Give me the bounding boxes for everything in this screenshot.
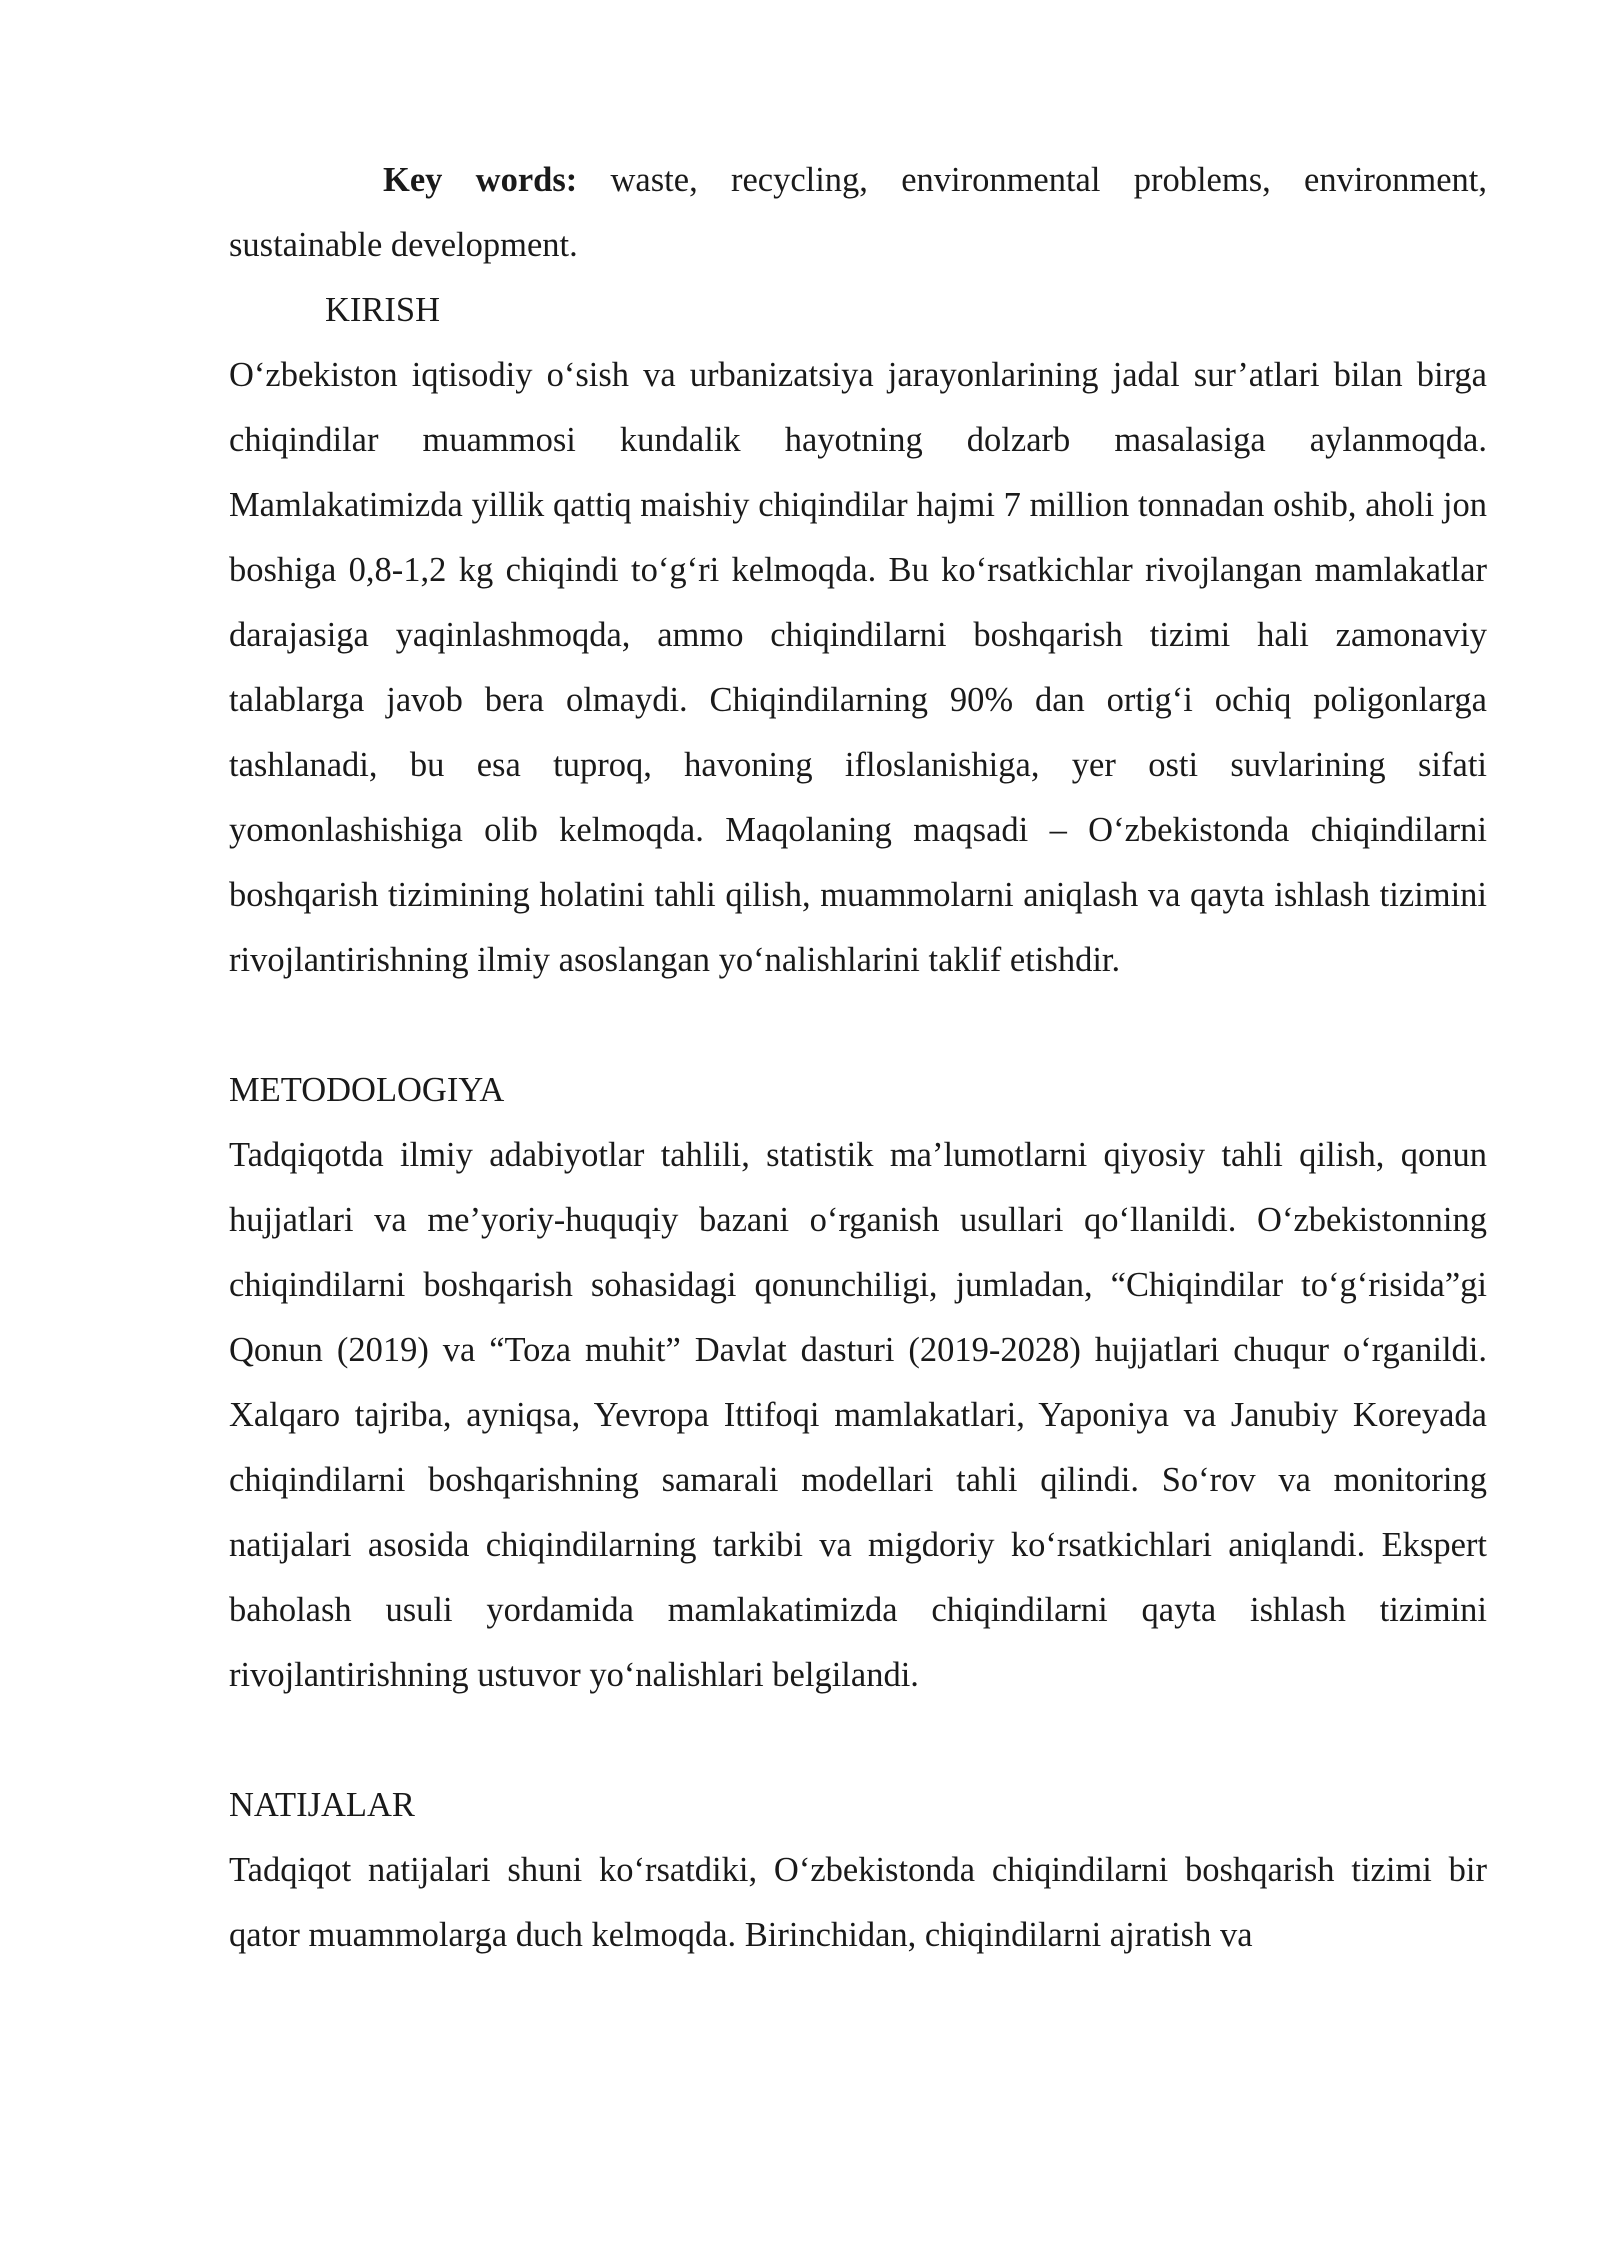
section-spacer <box>229 1708 1487 1773</box>
section-body-metodologiya: Tadqiqotda ilmiy adabiyotlar tahlili, statistik ma’lumotlarni qiyosiy tahli qilish, qonun hujjatlari va me’yoriy-huquqiy bazani o‘rganish usullari qo‘llanildi. O‘zbekistonning chiqindilarni boshqarish sohasidagi qonunchiligi, jumladan, “Chiqindilar to‘g‘risida”gi Qonun (2019) va “Toza muhit” Davlat dasturi (2019-2028) hujjatlari chuqur o‘rganildi. Xalqaro tajriba, ayniqsa, Yevropa Ittifoqi mamlakatlari, Yaponiya va Janubiy Koreyada chiqindilarni boshqarishning samarali modellari tahli qilindi. So‘rov va monitoring natijalari asosida chiqindilarning tarkibi va migdoriy ko‘rsatkichlari aniqlandi. Ekspert baholash usuli yordamida mamlakatimizda chiqindilarni qayta ishlash tizimini rivojlantirishning ustuvor yo‘nalishlari belgilandi. <box>229 1136 1487 1694</box>
section-body-kirish: O‘zbekiston iqtisodiy o‘sish va urbanizatsiya jarayonlarining jadal sur’atlari bilan birga chiqindilar muammosi kundalik hayotning dolzarb masalasiga aylanmoqda. Mamlakatimizda yillik qattiq maishiy chiqindilar hajmi 7 million tonnadan oshib, aholi jon boshiga 0,8-1,2 kg chiqindi to‘g‘ri kelmoqda. Bu ko‘rsatkichlar rivojlangan mamlakatlar darajasiga yaqinlashmoqda, ammo chiqindilarni boshqarish tizimi hali zamonaviy talablarga javob bera olmaydi. Chiqindilarning 90% dan ortig‘i ochiq poligonlarga tashlanadi, bu esa tuproq, havoning ifloslanishiga, yer osti suvlarining sifati yomonlashishiga olib kelmoqda. Maqolaning maqsadi – O‘zbekistonda chiqindilarni boshqarish tizimining holatini tahli qilish, muammolarni aniqlash va qayta ishlash tizimini rivojlantirishning ilmiy asoslangan yo‘nalishlarini taklif etishdir. <box>229 356 1487 979</box>
section-heading-kirish: KIRISH <box>325 291 441 329</box>
keywords-paragraph <box>229 148 1487 278</box>
section-heading-natijalar: NATIJALAR <box>229 1786 415 1824</box>
section-body-natijalar: Tadqiqot natijalari shuni ko‘rsatdiki, O‘zbekistonda chiqindilarni boshqarish tizimi bir qator muammolarga duch kelmoqda. Birinchidan, chiqindilarni ajratish va <box>229 1851 1487 1954</box>
section-spacer <box>229 993 1487 1058</box>
section-heading-metodologiya: METODOLOGIYA <box>229 1071 505 1109</box>
keywords-text: waste, recycling, environmental problems, environment, sustainable development. <box>229 161 1487 264</box>
document-page <box>229 148 1487 1968</box>
keywords-label: Key words: <box>383 161 578 199</box>
